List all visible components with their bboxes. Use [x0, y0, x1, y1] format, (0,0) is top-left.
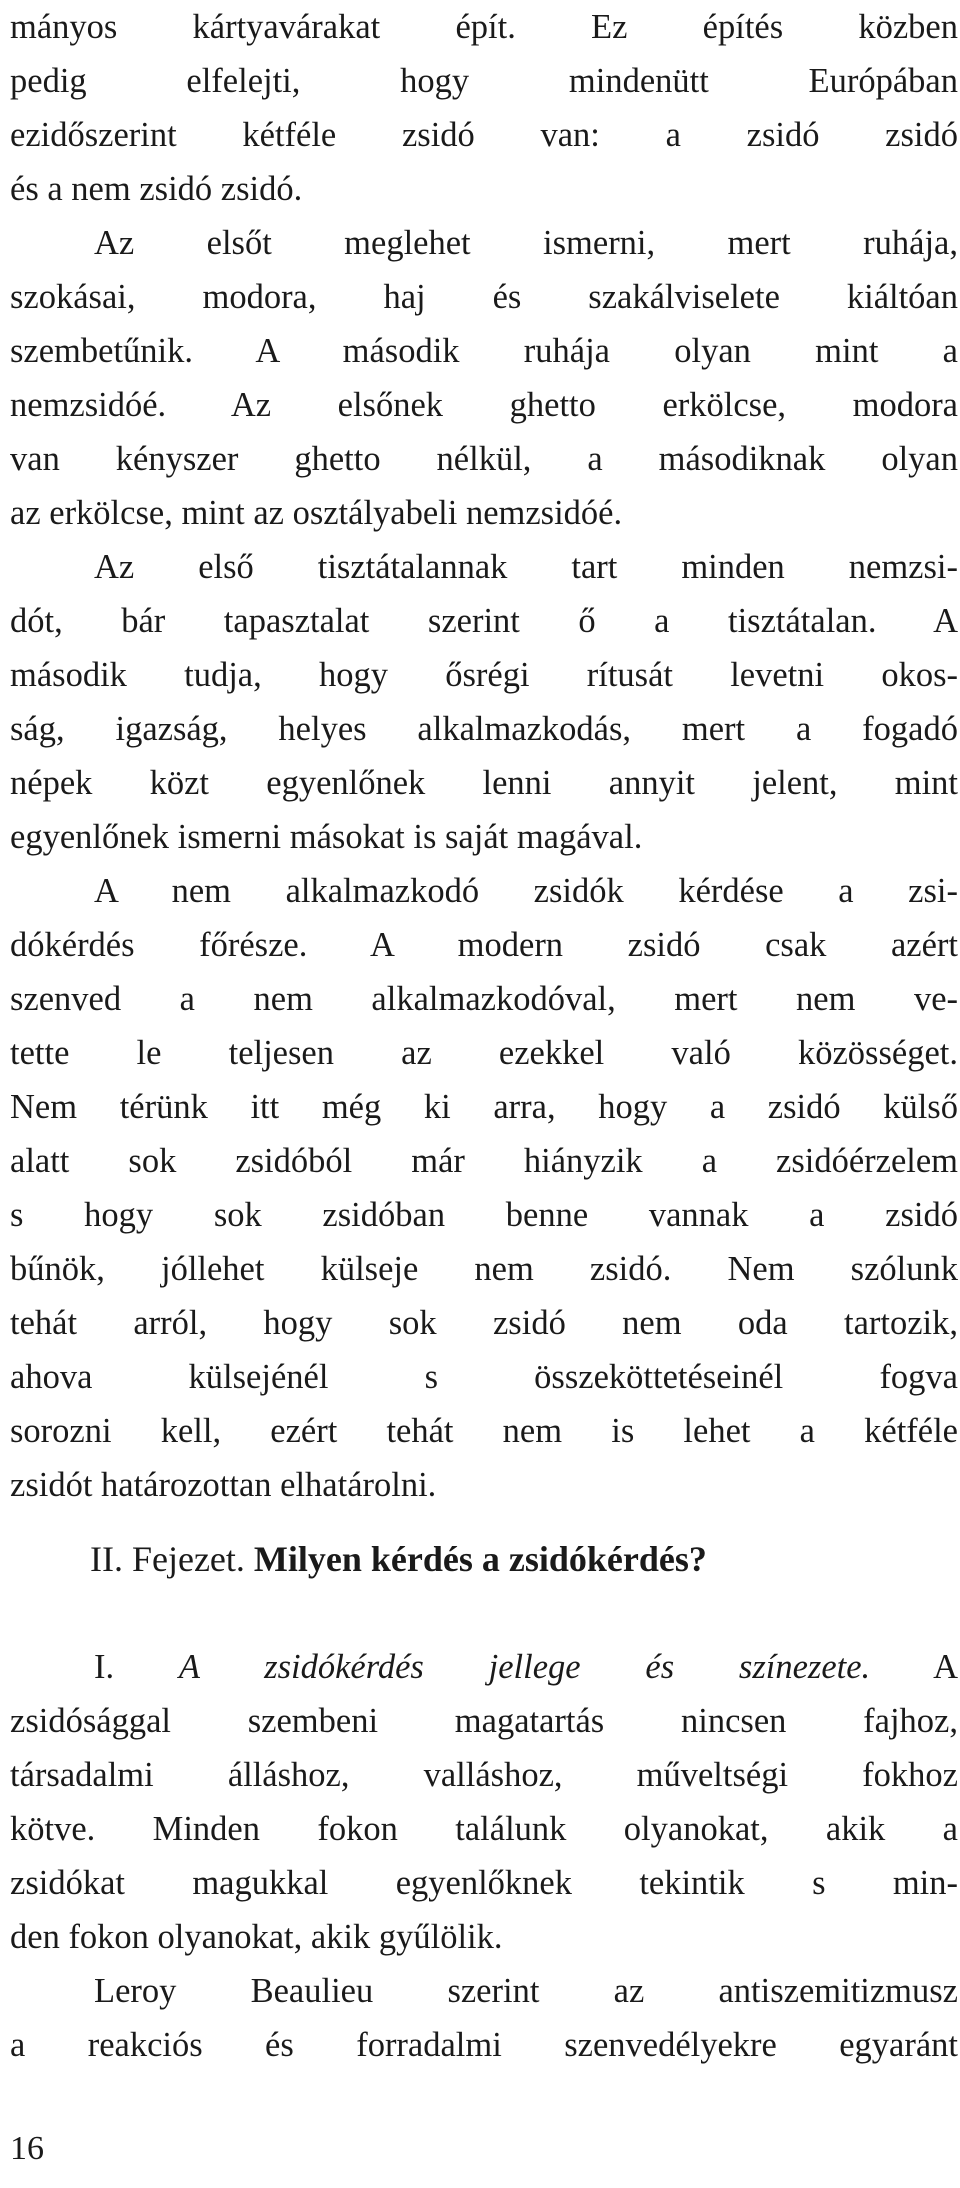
text-line: Nem térünk itt még ki arra, hogy a zsidó külső	[10, 1088, 958, 1126]
text-fragment: A	[933, 1648, 958, 1686]
paragraph-2	[10, 216, 958, 540]
text-line: zsidósággal szembeni magatartás nincsen fajhoz,	[10, 1702, 958, 1740]
text-line: egyenlőnek ismerni másokat is saját magával.	[10, 818, 643, 856]
text-line: Leroy Beaulieu szerint az antiszemitizmusz	[94, 1972, 958, 2010]
section-heading-line	[10, 1640, 958, 1694]
text-line: den fokon olyanokat, akik gyűlölik.	[10, 1918, 503, 1956]
text-line: népek közt egyenlőnek lenni annyit jelent, mint	[10, 764, 958, 802]
text-line: dókérdés főrésze. A modern zsidó csak azért	[10, 926, 958, 964]
paragraph-3	[10, 540, 958, 864]
text-line: tehát arról, hogy sok zsidó nem oda tartozik,	[10, 1304, 958, 1342]
text-line: és a nem zsidó zsidó.	[10, 170, 303, 208]
paragraph-4	[10, 864, 958, 1512]
text-line: a reakciós és forradalmi szenvedélyekre egyaránt	[10, 2026, 958, 2064]
text-line: az erkölcse, mint az osztályabeli nemzsidóé.	[10, 494, 623, 532]
chapter-title: Milyen kérdés a zsidókérdés?	[253, 1539, 707, 1579]
text-line: tette le teljesen az ezekkel való közösséget.	[10, 1034, 958, 1072]
text-line: szembetűnik. A második ruhája olyan mint a	[10, 332, 958, 370]
text-line: Az első tisztátalannak tart minden nemzsi-	[94, 548, 958, 586]
text-line: ezidőszerint kétféle zsidó van: a zsidó zsidó	[10, 116, 958, 154]
text-line: A nem alkalmazkodó zsidók kérdése a zsi-	[94, 872, 958, 910]
text-line: szokásai, modora, haj és szakálviselete kiáltóan	[10, 278, 958, 316]
text-line: van kényszer ghetto nélkül, a másodiknak olyan	[10, 440, 958, 478]
text-line: szenved a nem alkalmazkodóval, mert nem ve-	[10, 980, 958, 1018]
chapter-number: II. Fejezet.	[90, 1539, 245, 1579]
page-number: 16	[10, 2130, 44, 2167]
text-line: társadalmi álláshoz, valláshoz, műveltségi fokhoz	[10, 1756, 958, 1794]
text-line: zsidókat magukkal egyenlőknek tekintik s min-	[10, 1864, 958, 1902]
paragraph-6	[10, 1964, 958, 2072]
text-line: Az elsőt meglehet ismerni, mert ruhája,	[94, 224, 958, 262]
text-line: s hogy sok zsidóban benne vannak a zsidó	[10, 1196, 958, 1234]
chapter-heading	[90, 1532, 950, 1586]
text-line: mányos kártyavárakat épít. Ez építés közben	[10, 8, 958, 46]
text-line: bűnök, jóllehet külseje nem zsidó. Nem szólunk	[10, 1250, 958, 1288]
text-line: ahova külsejénél s összeköttetéseinél fogva	[10, 1358, 958, 1396]
text-line: alatt sok zsidóból már hiányzik a zsidóérzelem	[10, 1142, 958, 1180]
text-line: pedig elfelejti, hogy mindenütt Európában	[10, 62, 958, 100]
text-line: második tudja, hogy ősrégi rítusát levetni okos-	[10, 656, 958, 694]
paragraph-5	[10, 1640, 958, 1964]
text-line: kötve. Minden fokon találunk olyanokat, akik a	[10, 1810, 958, 1848]
text-line: nemzsidóé. Az elsőnek ghetto erkölcse, modora	[10, 386, 958, 424]
text-line: sorozni kell, ezért tehát nem is lehet a kétféle	[10, 1412, 958, 1450]
section-number: I.	[94, 1648, 115, 1686]
section-title: A zsidókérdés jellege és színezete.	[178, 1648, 871, 1686]
text-line: ság, igazság, helyes alkalmazkodás, mert a fogadó	[10, 710, 958, 748]
paragraph-1	[10, 0, 958, 216]
text-line: zsidót határozottan elhatárolni.	[10, 1466, 437, 1504]
text-line: dót, bár tapasztalat szerint ő a tisztátalan. A	[10, 602, 958, 640]
